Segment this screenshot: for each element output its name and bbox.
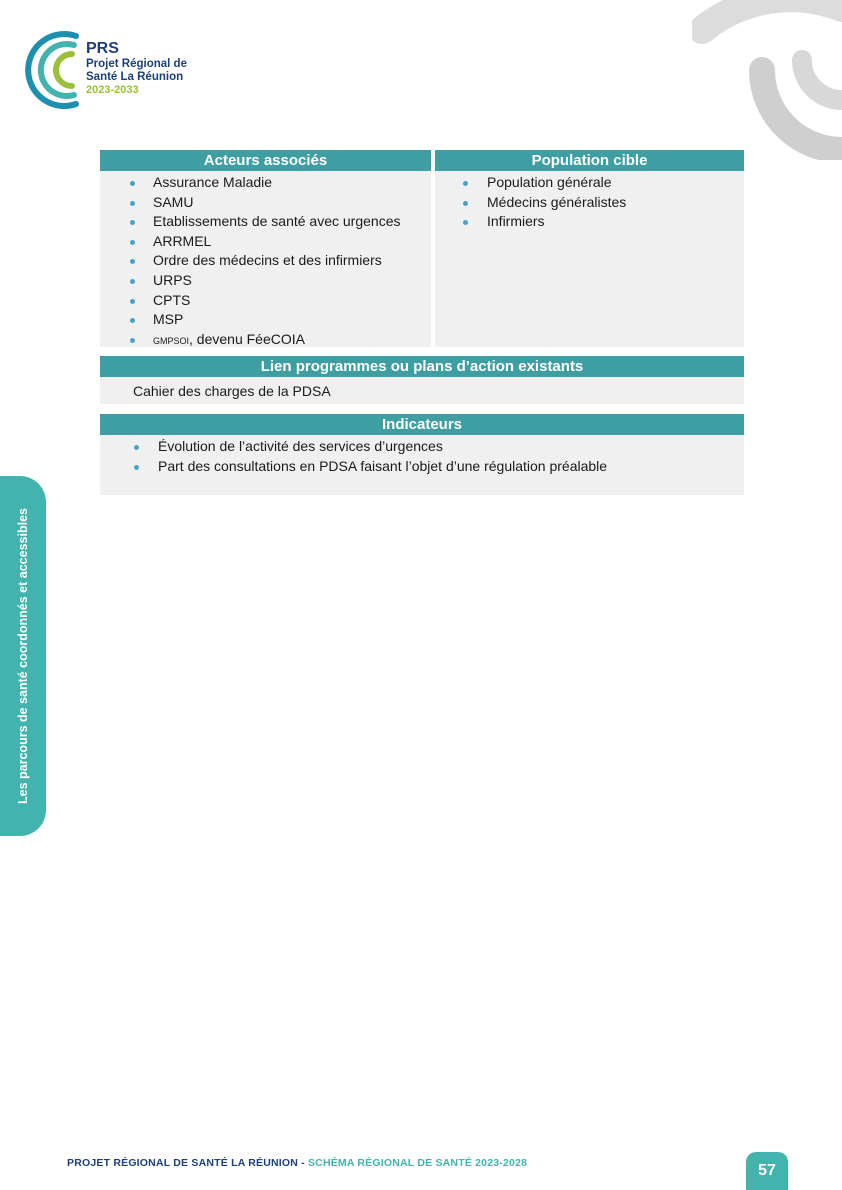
- population-header: Population cible: [435, 150, 744, 171]
- bullet-dot-icon: [463, 220, 468, 225]
- list-item: [100, 437, 744, 457]
- list-item: [100, 310, 431, 330]
- side-tab-label: Les parcours de santé coordonnés et accessibles: [16, 508, 30, 804]
- list-item-text: SAMU: [153, 193, 194, 210]
- list-item: [100, 212, 431, 232]
- footer-prs: PROJET RÉGIONAL DE SANTÉ LA RÉUNION -: [67, 1157, 305, 1169]
- population-body: [435, 171, 744, 347]
- acteurs-column: [100, 150, 431, 347]
- acteurs-header: Acteurs associés: [100, 150, 431, 171]
- logo-years: 2023-2033: [86, 84, 139, 96]
- logo-line-2: Santé La Réunion: [86, 71, 184, 83]
- footer-srs: SCHÉMA RÉGIONAL DE SANTÉ 2023-2028: [304, 1157, 528, 1169]
- list-item-text: Infirmiers: [487, 213, 545, 230]
- list-item-text: Etablissements de santé avec urgences: [153, 213, 401, 230]
- indicateurs-table: [100, 414, 744, 495]
- list-item-text: Population générale: [487, 174, 612, 190]
- list-item: [100, 457, 744, 477]
- list-item-text: MSP: [153, 311, 184, 328]
- bullet-dot-icon: [130, 220, 135, 225]
- list-item: [435, 212, 744, 232]
- list-item: [435, 193, 744, 213]
- population-column: [435, 150, 744, 347]
- list-item-text: Part des consultations en PDSA faisant l’objet d’une régulation préalable: [158, 457, 608, 474]
- list-item-text: Évolution de l’activité des services d’urgences: [158, 438, 443, 454]
- population-list: [435, 173, 744, 232]
- list-item-text: ARRMEL: [153, 232, 212, 249]
- page-number: 57: [746, 1152, 788, 1190]
- list-item: [100, 291, 431, 311]
- bullet-dot-icon: [130, 259, 135, 264]
- list-item: [435, 173, 744, 193]
- gmpsoi-text: GMPSOI: [153, 335, 190, 346]
- list-item: [100, 193, 431, 213]
- lien-text: Cahier des charges de la PDSA: [100, 377, 744, 404]
- list-item: [100, 173, 431, 193]
- lien-programmes-table: [100, 356, 744, 404]
- bullet-dot-icon: [463, 181, 468, 186]
- prs-logo: [24, 30, 224, 110]
- acteurs-population-table: [100, 150, 744, 347]
- bullet-dot-icon: [463, 201, 468, 206]
- logo-title: PRS: [86, 40, 119, 57]
- acteurs-list: [100, 173, 431, 349]
- bullet-dot-icon: [130, 181, 135, 186]
- bullet-dot-icon: [130, 201, 135, 206]
- bullet-dot-icon: [130, 299, 135, 304]
- bullet-dot-icon: [134, 445, 139, 450]
- bullet-dot-icon: [130, 279, 135, 284]
- decorative-swirl-icon: [692, 0, 842, 160]
- list-item-text: Médecins généralistes: [487, 193, 627, 210]
- list-item-text: Ordre des médecins et des infirmiers: [153, 252, 382, 269]
- bullet-dot-icon: [134, 465, 139, 470]
- list-item: [100, 271, 431, 291]
- bullet-dot-icon: [130, 240, 135, 245]
- logo-line-1: Projet Régional de: [86, 58, 187, 70]
- lien-header: Lien programmes ou plans d’action existants: [100, 356, 744, 377]
- list-item-text: URPS: [153, 271, 192, 288]
- indicateurs-header: Indicateurs: [100, 414, 744, 435]
- list-item: [100, 251, 431, 271]
- list-item: [100, 330, 431, 350]
- side-section-tab: [0, 476, 46, 836]
- concentric-arcs-icon: [24, 30, 84, 110]
- indicateurs-list: [100, 437, 744, 476]
- list-item-text: CPTS: [153, 291, 191, 308]
- indicateurs-body: [100, 435, 744, 495]
- page-footer: [67, 1157, 527, 1169]
- list-item: [100, 232, 431, 252]
- list-item-text: Assurance Maladie: [153, 174, 273, 190]
- acteurs-body: [100, 171, 431, 347]
- list-item-text: , devenu FéeCOIA: [189, 330, 305, 347]
- bullet-dot-icon: [130, 318, 135, 323]
- bullet-dot-icon: [130, 338, 135, 343]
